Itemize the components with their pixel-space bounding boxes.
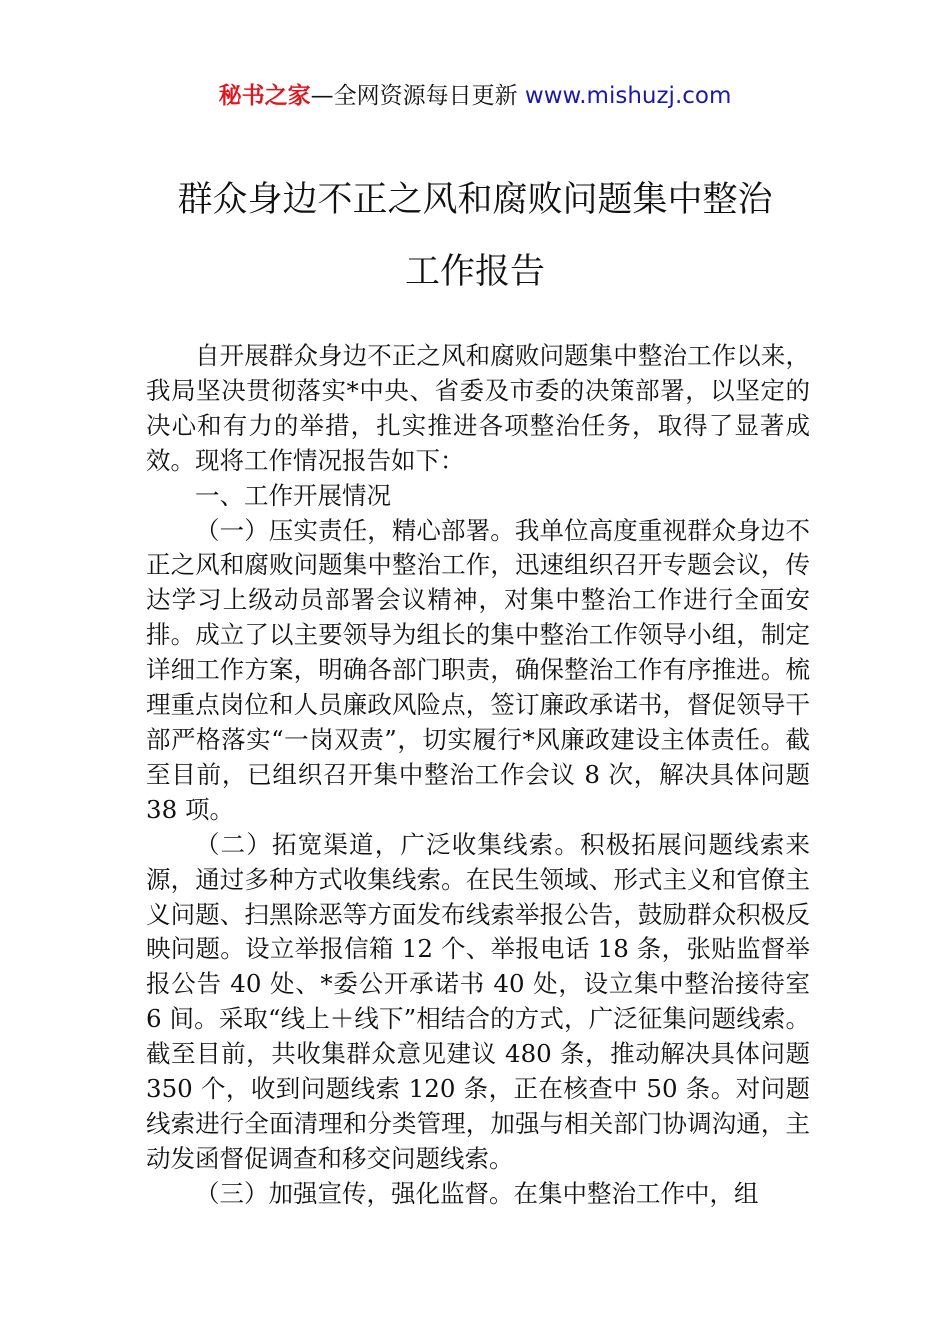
body-paragraph: （一）压实责任，精心部署。我单位高度重视群众身边不正之风和腐败问题集中整治工作，迅速组织召开专题会议，传达学习上级动员部署会议精神，对集中整治工作进行全面安排。成立了以主要领导为组长的集中整治工作领导小组，制定详细工作方案，明确各部门职责，确保整治工作有序推进。梳理重点岗位和人员廉政风险点，签订廉政承诺书，督促领导干部严格落实“一岗双责”，切实履行*风廉政建设主体责任。截至目前，已组织召开集中整治工作会议 8 次，解决具体问题 38 项。 [146, 515, 810, 824]
document-title-line-1: 群众身边不正之风和腐败问题集中整治 [177, 180, 773, 220]
brand-name: 秘书之家 [218, 83, 311, 109]
site-url-link[interactable]: www.mishuzj.com [524, 83, 732, 109]
body-paragraph: （二）拓宽渠道，广泛收集线索。积极拓展问题线索来源，通过多种方式收集线索。在民生领域、形式主义和官僚主义问题、扫黑除恶等方面发布线索举报公告，鼓励群众积极反映问题。设立举报信箱 12 个、举报电话 18 条，张贴监督举报公告 40 处、*委公开承诺书 40 处，设立集中整治接待室 6 间。采取“线上＋线下”相结合的方式，广泛征集问题线索。截至目前，共收集群众意见建议 480 条，推动解决具体问题 350 个，收到问题线索 120 条，正在核查中 50 条。对问题线索进行全面清理和分类管理，加强与相关部门协调沟通，主动发函督促调查和移交问题线索。 [146, 829, 810, 1173]
intro-paragraph: 自开展群众身边不正之风和腐败问题集中整治工作以来，我局坚决贯彻落实*中央、省委及市委的决策部署，以坚定的决心和有力的举措，扎实推进各项整治任务，取得了显著成效。现将工作情况报告如下： [146, 341, 810, 475]
header-tagline: —全网资源每日更新 [310, 83, 525, 109]
document-title-line-2: 工作报告 [404, 252, 545, 292]
site-header [0, 80, 950, 112]
document-body [146, 339, 810, 1212]
body-paragraph: （三）加强宣传，强化监督。在集中整治工作中，组 [195, 1178, 759, 1208]
section-heading: 一、工作开展情况 [195, 480, 391, 510]
